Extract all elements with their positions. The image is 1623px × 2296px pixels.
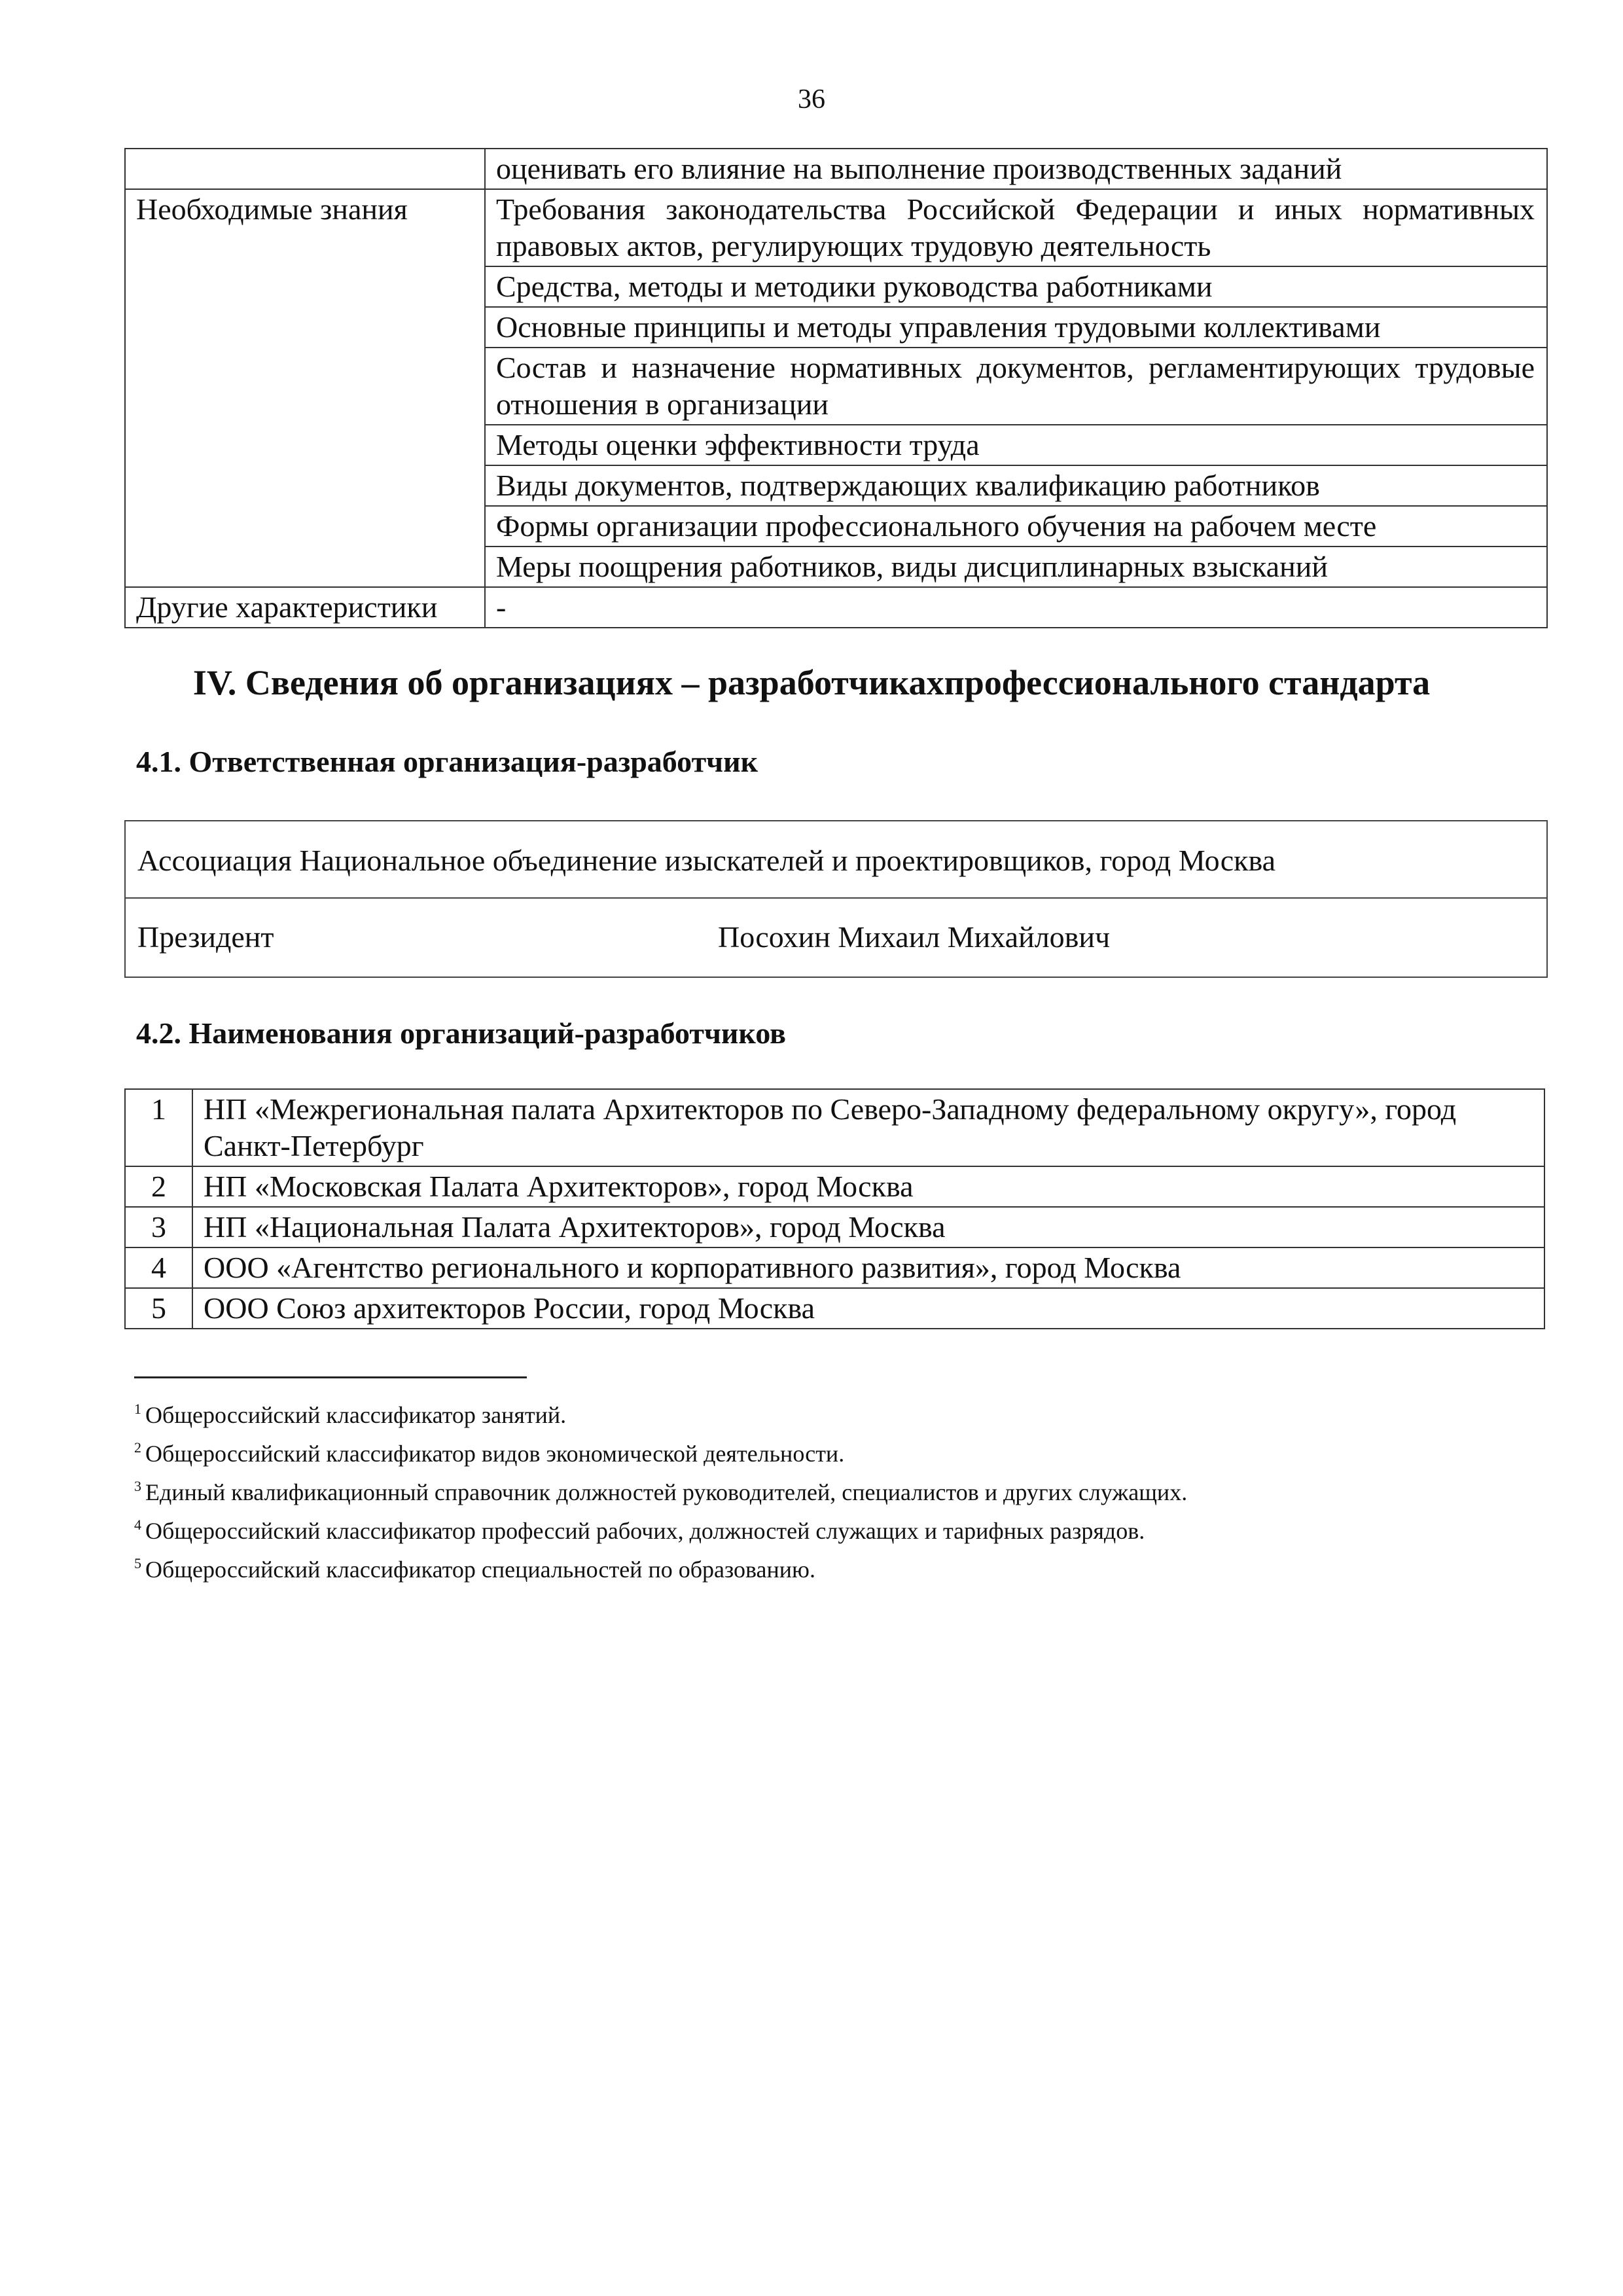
- footnote-mark: 4: [134, 1516, 141, 1533]
- footnote-text: Единый квалификационный справочник должностей руководителей, специалистов и других служащих.: [145, 1479, 1188, 1505]
- organization-name: НП «Национальная Палата Архитекторов», город Москва: [192, 1207, 1544, 1247]
- organization-name: ООО «Агентство регионального и корпоративного развития», город Москва: [192, 1247, 1544, 1288]
- table-row: [125, 587, 1547, 628]
- knowledge-item: Формы организации профессионального обучения на рабочем месте: [485, 506, 1547, 547]
- table-row: [125, 1166, 1544, 1207]
- footnote: [134, 1547, 1187, 1586]
- knowledge-item: Меры поощрения работников, виды дисциплинарных взысканий: [485, 547, 1547, 587]
- footnote-mark: 1: [134, 1401, 141, 1417]
- organization-name: ООО Союз архитекторов России, город Москва: [192, 1288, 1544, 1329]
- developers-table: [124, 1088, 1545, 1329]
- row-number: 1: [125, 1089, 192, 1166]
- footnote-text: Общероссийский классификатор занятий.: [145, 1402, 567, 1428]
- knowledge-item: Состав и назначение нормативных документов, регламентирующих трудовые отношения в организации: [485, 348, 1547, 425]
- table-row: [125, 1207, 1544, 1247]
- table-row: [125, 1089, 1544, 1166]
- footnote-mark: 2: [134, 1439, 141, 1456]
- footnotes: [134, 1393, 1187, 1586]
- position-title: Президент: [137, 920, 274, 954]
- other-value: -: [485, 587, 1547, 628]
- footnote-text: Общероссийский классификатор видов экономической деятельности.: [145, 1441, 845, 1467]
- row-number: 5: [125, 1288, 192, 1329]
- knowledge-item: Основные принципы и методы управления трудовыми коллективами: [485, 307, 1547, 348]
- footnote-text: Общероссийский классификатор специальностей по образованию.: [145, 1556, 815, 1583]
- table-cell: оценивать его влияние на выполнение производственных заданий: [485, 149, 1547, 189]
- section-title: IV. Сведения об организациях – разработчикахпрофессионального стандарта: [192, 663, 1431, 702]
- responsible-organization-box: [124, 820, 1548, 978]
- knowledge-item: Методы оценки эффективности труда: [485, 425, 1547, 465]
- knowledge-label: Необходимые знания: [125, 189, 485, 587]
- footnote-text: Общероссийский классификатор профессий рабочих, должностей служащих и тарифных разрядов.: [145, 1518, 1145, 1544]
- table-row: [125, 1247, 1544, 1288]
- footnote-separator: [134, 1376, 527, 1378]
- developers-heading: 4.2. Наименования организаций-разработчиков: [136, 1016, 786, 1050]
- table-row: [125, 1288, 1544, 1329]
- responsible-heading: 4.1. Ответственная организация-разработчик: [136, 745, 758, 778]
- page-number: 36: [798, 84, 825, 115]
- signatory-row: [126, 899, 1546, 975]
- row-number: 3: [125, 1207, 192, 1247]
- footnote: [134, 1393, 1187, 1431]
- table-row: [125, 189, 1547, 266]
- table-cell: [125, 149, 485, 189]
- person-name: Посохин Михаил Михайлович: [718, 920, 1111, 954]
- footnote: [134, 1431, 1187, 1470]
- knowledge-item: Виды документов, подтверждающих квалификацию работников: [485, 465, 1547, 506]
- organization-name: Ассоциация Национальное объединение изыскателей и проектировщиков, город Москва: [126, 821, 1546, 899]
- organization-name: НП «Московская Палата Архитекторов», город Москва: [192, 1166, 1544, 1207]
- footnote: [134, 1509, 1187, 1547]
- knowledge-table: [124, 148, 1548, 628]
- row-number: 4: [125, 1247, 192, 1288]
- knowledge-item: Требования законодательства Российской Федерации и иных нормативных правовых актов, регулирующих трудовую деятельность: [485, 189, 1547, 266]
- knowledge-item: Средства, методы и методики руководства работниками: [485, 266, 1547, 307]
- table-row: [125, 149, 1547, 189]
- organization-name: НП «Межрегиональная палата Архитекторов по Северо-Западному федеральному округу», город Санкт-Петербург: [192, 1089, 1544, 1166]
- other-label: Другие характеристики: [125, 587, 485, 628]
- footnote-mark: 3: [134, 1478, 141, 1494]
- footnote: [134, 1470, 1187, 1509]
- row-number: 2: [125, 1166, 192, 1207]
- footnote-mark: 5: [134, 1555, 141, 1571]
